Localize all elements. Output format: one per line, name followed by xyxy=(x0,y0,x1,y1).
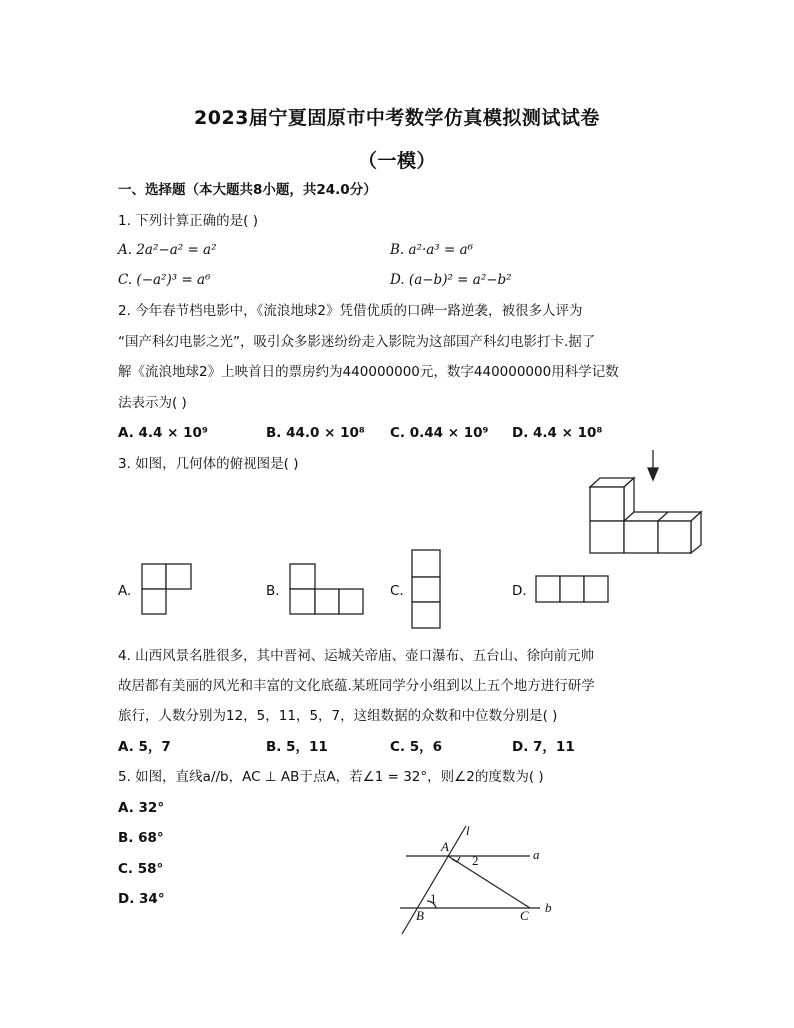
exam-subtitle: （一模） xyxy=(357,150,436,172)
right-angle-mark xyxy=(452,857,460,862)
q5-stem: 5. 如图，直线a//b，AC ⊥ AB于点A，若∠1 = 32°，则∠2的度数为( ) xyxy=(118,769,544,785)
q3-option-a-label: A. xyxy=(118,583,132,599)
q3-option-d-label: D. xyxy=(512,583,527,599)
label-line-b: b xyxy=(545,900,552,915)
q1-option-a: A. 2a²−a² = a² xyxy=(118,242,217,258)
q2-line-3: 解《流浪地球2》上映首日的票房约为440000000元，数字440000000用科学记数 xyxy=(118,364,619,380)
label-angle-1: 1 xyxy=(430,891,437,906)
exam-title: 2023届宁夏固原市中考数学仿真模拟测试试卷 xyxy=(194,107,600,129)
q2-line-2: “国产科幻电影之光”，吸引众多影迷纷纷走入影院为这部国产科幻电影打卡.据了 xyxy=(118,334,596,350)
q5-option-b: B. 68° xyxy=(118,830,164,846)
q1-option-c: C. (−a²)³ = a⁶ xyxy=(118,272,211,288)
q1-option-d: D. (a−b)² = a²−b² xyxy=(390,272,512,288)
q3-option-b-label: B. xyxy=(266,583,280,599)
section-heading: 一、选择题（本大题共8小题，共24.0分） xyxy=(118,182,377,198)
label-point-a: A xyxy=(441,839,449,854)
label-point-b: B xyxy=(416,908,424,923)
q2-option-b: B. 44.0 × 10⁸ xyxy=(266,425,365,441)
q1-stem: 1. 下列计算正确的是( ) xyxy=(118,213,258,229)
segment-ac xyxy=(448,856,530,908)
q3-stem: 3. 如图，几何体的俯视图是( ) xyxy=(118,456,299,472)
q4-line-3: 旅行，人数分别为12，5，11，5，7，这组数据的众数和中位数分别是( ) xyxy=(118,708,558,724)
q5-option-c: C. 58° xyxy=(118,861,164,877)
q3-option-c-label: C. xyxy=(390,583,404,599)
q2-option-c: C. 0.44 × 10⁹ xyxy=(390,425,489,441)
q2-option-a: A. 4.4 × 10⁹ xyxy=(118,425,208,441)
q2-line-1: 2. 今年春节档电影中，《流浪地球2》凭借优质的口碑一路逆袭，被很多人评为 xyxy=(118,303,583,319)
q4-option-a: A. 5，7 xyxy=(118,739,171,755)
q2-option-d: D. 4.4 × 10⁸ xyxy=(512,425,603,441)
q4-option-c: C. 5，6 xyxy=(390,739,443,755)
label-point-c: C xyxy=(520,908,529,923)
label-l: l xyxy=(466,823,470,838)
label-angle-2: 2 xyxy=(472,853,479,868)
q4-line-1: 4. 山西风景名胜很多，其中晋祠、运城关帝庙、壶口瀑布、五台山、徐向前元帅 xyxy=(118,648,595,664)
q4-line-2: 故居都有美丽的风光和丰富的文化底蕴.某班同学分小组到以上五个地方进行研学 xyxy=(118,678,595,694)
q5-option-a: A. 32° xyxy=(118,800,165,816)
q5-option-d: D. 34° xyxy=(118,891,165,907)
q4-option-d: D. 7，11 xyxy=(512,739,575,755)
line-l xyxy=(402,826,466,934)
q1-option-b: B. a²·a³ = a⁶ xyxy=(390,242,474,258)
q4-option-b: B. 5，11 xyxy=(266,739,328,755)
label-line-a: a xyxy=(533,847,540,862)
q2-line-4: 法表示为( ) xyxy=(118,395,187,411)
